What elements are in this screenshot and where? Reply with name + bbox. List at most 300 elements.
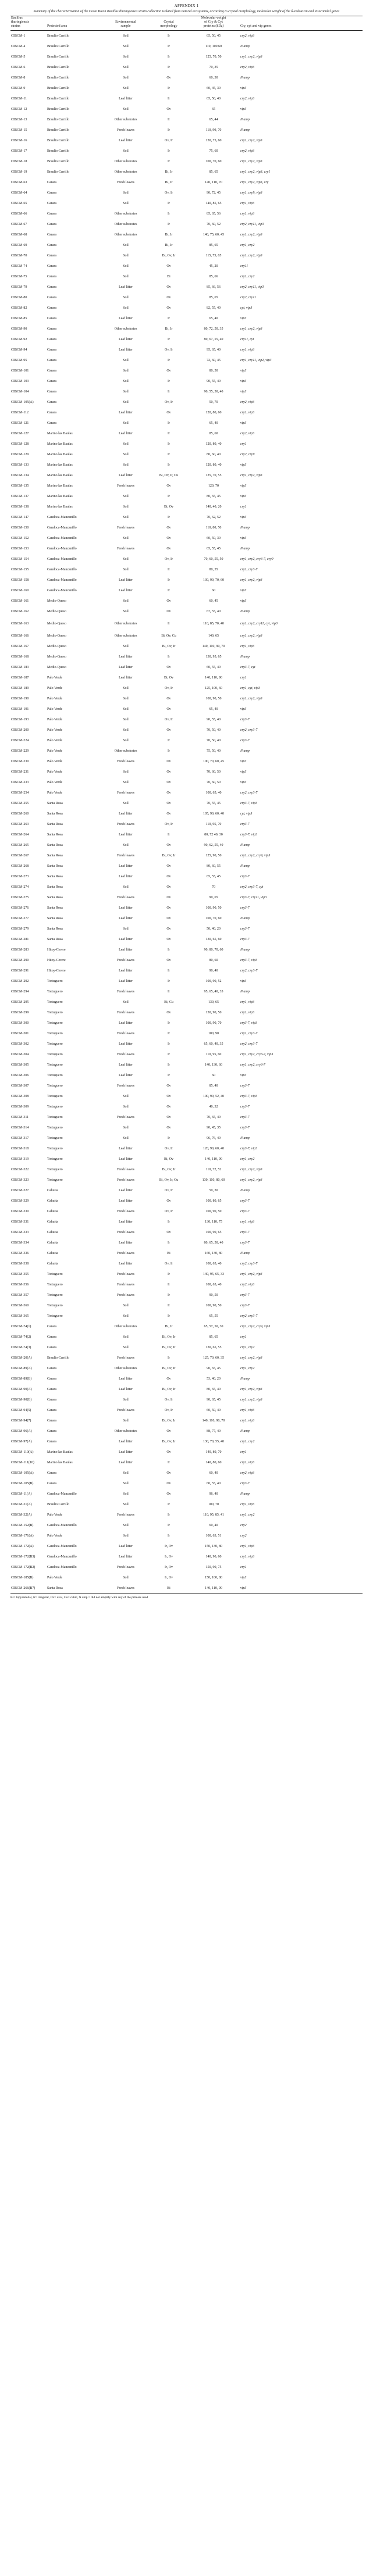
strain-cell: CIBCM-94(7) [11, 1419, 31, 1423]
protected-area-cell: Palo Verde [47, 1513, 63, 1517]
strain-cell: CIBCM-291 [11, 969, 29, 973]
strain-cell: CIBCM-110(A) [11, 1450, 34, 1454]
genes-cell: N amp [240, 1136, 250, 1140]
strain-cell: CIBCM-79 [11, 285, 27, 289]
strain-cell: CIBCM-17 [11, 149, 27, 153]
strain-cell: CIBCM-323 [11, 1178, 29, 1182]
genes-cell: cry2, cry3-7 [240, 1262, 258, 1266]
genes-cell: N amp [240, 843, 250, 847]
protected-area-cell: Medio-Queso [47, 621, 66, 626]
strain-cell: CIBCM-183 [11, 665, 29, 669]
molecular-weight-cell: 65, 55, 45 [207, 546, 221, 551]
protected-area-cell: Carara [47, 1481, 56, 1485]
protected-area-cell: Santa Rosa [47, 895, 63, 899]
strain-cell: CIBCM-295 [11, 1000, 29, 1004]
strain-cell: CIBCM-85 [11, 316, 27, 320]
crystal-morphology-cell: Ov [166, 770, 171, 774]
crystal-morphology-cell: Ir [168, 463, 170, 467]
table-row [10, 704, 363, 714]
strain-cell: CIBCM-138 [11, 505, 29, 509]
molecular-weight-cell: 60 [212, 588, 215, 592]
crystal-morphology-cell: Ov [166, 728, 171, 732]
strain-cell: CIBCM-185(B) [11, 1575, 34, 1580]
genes-cell: cry1, vip3 [240, 1419, 254, 1423]
table-row [10, 673, 363, 683]
environmental-sample-cell: Fresh leaves [117, 1167, 134, 1171]
protected-area-cell: Gandoca-Manzanillo [47, 567, 77, 571]
protected-area-cell: Palo Verde [47, 707, 63, 711]
crystal-morphology-cell: Ov [166, 306, 171, 310]
table-row [10, 1049, 363, 1060]
table-row [10, 735, 363, 746]
genes-cell: vip3 [240, 588, 247, 592]
strain-cell: CIBCM-329 [11, 1199, 29, 1203]
genes-cell: cry1, vip3 [240, 1544, 254, 1548]
molecular-weight-cell: 100, 90, 50 [205, 906, 222, 910]
environmental-sample-cell: Other substrates [114, 159, 137, 163]
environmental-sample-cell: Fresh leaves [117, 1272, 134, 1276]
strain-cell: CIBCM-276 [11, 906, 29, 910]
environmental-sample-cell: Leaf litter [119, 1439, 133, 1444]
molecular-weight-cell: 130, 70, 55, 40 [203, 1439, 224, 1444]
strain-cell: CIBCM-229 [11, 749, 29, 753]
environmental-sample-cell: Soil [123, 463, 129, 467]
table-row [10, 439, 363, 449]
protected-area-cell: Carara [47, 421, 56, 425]
crystal-morphology-cell: Ir [168, 979, 170, 983]
table-row [10, 1342, 363, 1353]
table-row [10, 882, 363, 892]
genes-cell: cry1, cry2, vip3 [240, 1178, 262, 1182]
protected-area-cell: Braulio Carrillo [47, 107, 70, 111]
table-row [10, 1112, 363, 1123]
genes-cell: cry3-7 [240, 822, 250, 826]
molecular-weight-cell: 140, 130, 60 [205, 1063, 222, 1067]
crystal-morphology-cell: Ir [168, 621, 170, 626]
strain-cell: CIBCM-105(A) [11, 1471, 34, 1475]
protected-area-cell: Tortuguero [47, 1000, 63, 1004]
table-row [10, 261, 363, 271]
strain-cell: CIBCM-224 [11, 738, 29, 742]
strain-cell: CIBCM-355 [11, 1272, 29, 1276]
genes-cell: cry1, cry2, vip3 [240, 1398, 262, 1402]
table-row [10, 1290, 363, 1300]
table-row [10, 714, 363, 725]
molecular-weight-cell: 70 [212, 885, 215, 889]
table-row [10, 903, 363, 913]
genes-cell: cry1, vip3 [240, 1220, 254, 1224]
strain-cell: CIBCM-152(B) [11, 1523, 34, 1527]
table-row [10, 240, 363, 251]
crystal-morphology-cell: Ir [168, 316, 170, 320]
environmental-sample-cell: Leaf litter [119, 1199, 133, 1203]
protected-area-cell: Santa Rosa [47, 812, 63, 816]
crystal-morphology-cell: Ir [168, 833, 170, 837]
environmental-sample-cell: Fresh leaves [117, 1565, 134, 1569]
molecular-weight-cell: 50, 70 [209, 400, 218, 404]
environmental-sample-cell: Soil [123, 1481, 129, 1485]
strain-cell: CIBCM-68 [11, 233, 27, 237]
genes-cell: cry3-7, vip3 [240, 833, 257, 837]
environmental-sample-cell: Leaf litter [119, 97, 133, 101]
crystal-morphology-cell: Bi, Ov, Ir, Cu [159, 1178, 179, 1182]
protected-area-cell: Hitoy-Cerere [47, 969, 66, 973]
molecular-weight-cell: 100, 70 [208, 1502, 219, 1506]
crystal-morphology-cell: Ov [166, 264, 171, 268]
col-header-line: sample [120, 24, 131, 28]
protected-area-cell: Braulio Carrillo [47, 86, 70, 90]
environmental-sample-cell: Soil [123, 567, 129, 571]
crystal-morphology-cell: Bi [167, 274, 170, 278]
crystal-morphology-cell: Ov [166, 1230, 171, 1234]
crystal-morphology-cell: Ov [166, 812, 171, 816]
environmental-sample-cell: Soil [123, 1314, 129, 1318]
protected-area-cell: Cahuita [47, 1251, 58, 1255]
genes-cell: cry1, cry2 [240, 1513, 255, 1517]
strain-cell: CIBCM-290 [11, 958, 29, 962]
molecular-weight-cell: 80, 67, 55, 40 [204, 337, 223, 341]
crystal-morphology-cell: Ov [166, 599, 171, 603]
strain-cell: CIBCM-160 [11, 588, 29, 592]
molecular-weight-cell: 120, 80, 40 [205, 463, 222, 467]
genes-cell: N amp [240, 526, 250, 530]
strain-cell: CIBCM-233 [11, 780, 29, 784]
table-row [10, 366, 363, 376]
molecular-weight-cell: 70, 60, 50 [207, 780, 221, 784]
table-row [10, 596, 363, 606]
strain-cell: CIBCM-155 [11, 567, 29, 571]
crystal-morphology-cell: Bi, Ir [165, 243, 173, 247]
strain-cell: CIBCM-65 [11, 201, 27, 205]
molecular-weight-cell: 65, 40 [209, 316, 218, 320]
table-row [10, 251, 363, 261]
environmental-sample-cell: Soil [123, 1136, 129, 1140]
protected-area-cell: Tortuguero [47, 1293, 63, 1297]
table-footnote: Bi= bipyramidal, Ir= irregular, Ov= oval, Cu= cubic, N amp = did not amplify with any of the primers used [10, 1596, 148, 1599]
col-header-line: Bacillus [11, 16, 23, 20]
environmental-sample-cell: Soil [123, 452, 129, 456]
crystal-morphology-cell: Ir [168, 97, 170, 101]
genes-cell: cry2, vip3 [240, 97, 254, 101]
protected-area-cell: Tortuguero [47, 1094, 63, 1098]
environmental-sample-cell: Fresh leaves [117, 484, 134, 488]
crystal-morphology-cell: Bi, Ir [165, 1324, 173, 1328]
molecular-weight-cell: 60, 50, 40 [207, 1408, 221, 1412]
genes-cell: cry3-7, vip3 [240, 1146, 257, 1151]
environmental-sample-cell: Leaf litter [119, 337, 133, 341]
table-row [10, 1541, 363, 1552]
strain-cell: CIBCM-311 [11, 1115, 29, 1119]
crystal-morphology-cell: Ir [168, 948, 170, 952]
genes-cell: cry1, cry2, vip3 [240, 1272, 262, 1276]
crystal-morphology-cell: Ir, Ov [164, 1565, 173, 1569]
strain-cell: CIBCM-365 [11, 1314, 29, 1318]
genes-cell: N amp [240, 1251, 250, 1255]
crystal-morphology-cell: Ir [168, 390, 170, 394]
table-row [10, 1510, 363, 1520]
protected-area-cell: Tortuguero [47, 979, 63, 983]
molecular-weight-cell: 60, 50, 30 [207, 536, 221, 540]
genes-text: cry1, cry2, cry11, cyt, vip3 [240, 621, 278, 626]
environmental-sample-cell: Soil [123, 843, 129, 847]
genes-cell: cry1, cry2, vip3 [240, 55, 262, 59]
crystal-morphology-cell: Ov [166, 369, 171, 373]
molecular-weight-cell: 120, 70 [208, 484, 219, 488]
col-header-environmental-sample [101, 16, 150, 31]
protected-area-cell: Braulio Carrillo [47, 159, 70, 163]
environmental-sample-cell: Other substrates [114, 1429, 137, 1433]
strain-cell: CIBCM-70 [11, 253, 27, 258]
strain-table [10, 16, 363, 1594]
environmental-sample-cell: Soil [123, 253, 129, 258]
table-row [10, 1426, 363, 1437]
crystal-morphology-cell: Ov [166, 906, 171, 910]
protected-area-cell: Carara [47, 295, 56, 299]
environmental-sample-cell: Soil [123, 1419, 129, 1423]
col-header-line: Cry, cyt and vip genes [240, 24, 272, 28]
molecular-weight-cell: 96, 76, 40 [207, 1136, 221, 1140]
genes-cell: cry2 [240, 1534, 247, 1538]
protected-area-cell: Palo Verde [47, 686, 63, 690]
molecular-weight-cell: 53, 40, 20 [207, 1377, 221, 1381]
genes-cell: cry1, cry2, cry3-7 [240, 1063, 265, 1067]
molecular-weight-cell: 80, 65, 50, 40 [204, 1241, 223, 1245]
genes-cell: cry2, cry11 [240, 295, 256, 299]
strain-cell: CIBCM-158 [11, 578, 29, 582]
environmental-sample-cell: Soil [123, 201, 129, 205]
table-row [10, 104, 363, 115]
crystal-morphology-cell: Ir [168, 1460, 170, 1464]
genes-cell: cry1 [240, 505, 247, 509]
table-row [10, 694, 363, 704]
table-row [10, 1437, 363, 1447]
genes-cell: cry3-7 [240, 717, 250, 721]
protected-area-cell: Gandoca-Manzanillo [47, 1544, 77, 1548]
environmental-sample-cell: Soil [123, 379, 129, 383]
strain-cell: CIBCM-128 [11, 442, 29, 446]
protected-area-cell: Santa Rosa [47, 906, 63, 910]
genes-cell: N amp [240, 948, 250, 952]
protected-area-cell: Medio-Queso [47, 599, 66, 603]
table-row [10, 544, 363, 554]
col-header-line: Protected area [47, 24, 68, 28]
strain-cell: CIBCM-21(A) [11, 1502, 32, 1506]
appendix-title: APPENDIX 1 [174, 3, 199, 8]
molecular-weight-cell: 90, 55, 40 [207, 717, 221, 721]
environmental-sample-cell: Soil [123, 107, 129, 111]
molecular-weight-cell: 70, 55, 45 [207, 801, 221, 805]
table-row [10, 1144, 363, 1154]
protected-area-cell: Palo Verde [47, 791, 63, 795]
molecular-weight-cell: 70, 65, 40 [207, 1115, 221, 1119]
protected-area-cell: Braulio Carrillo [47, 55, 70, 59]
protected-area-cell: Tortuguero [47, 1126, 63, 1130]
genes-cell: cry2, vip3 [240, 400, 254, 404]
molecular-weight-cell: 85, 66, 56 [207, 285, 221, 289]
crystal-morphology-cell: Ov [166, 874, 171, 878]
protected-area-cell: Gandoca-Manzanillo [47, 546, 77, 551]
protected-area-cell: Palo Verde [47, 1534, 63, 1538]
molecular-weight-cell: 70, 60, 50 [207, 770, 221, 774]
molecular-weight-cell: 90, 65 [209, 895, 218, 899]
molecular-weight-cell: 67, 55, 40 [207, 609, 221, 613]
genes-cell: vip3 [240, 484, 247, 488]
crystal-morphology-cell: Ov [166, 1115, 171, 1119]
molecular-weight-cell: 85, 40 [209, 1084, 218, 1088]
table-row [10, 135, 363, 146]
genes-cell: N amp [240, 1429, 250, 1433]
crystal-morphology-cell: Bi, Ir [165, 170, 173, 174]
table-row [10, 585, 363, 596]
crystal-morphology-cell: Ir [168, 337, 170, 341]
protected-area-cell: Carara [47, 285, 56, 289]
genes-cell: cry1, cry2, vip3 [240, 327, 262, 331]
strain-cell: CIBCM-162 [11, 609, 29, 613]
molecular-weight-cell: 100, 90 [208, 1031, 219, 1035]
header-row [10, 16, 363, 31]
environmental-sample-cell: Soil [123, 86, 129, 90]
crystal-morphology-cell: Ir [168, 149, 170, 153]
strain-cell: CIBCM-154 [11, 557, 29, 561]
protected-area-cell: Tortuguero [47, 1314, 63, 1318]
environmental-sample-cell: Fresh leaves [117, 989, 134, 994]
environmental-sample-cell: Leaf litter [119, 1021, 133, 1025]
genes-cell: cry1, vip3 [240, 1010, 254, 1014]
table-row [10, 115, 363, 125]
strain-cell: CIBCM-1 [11, 34, 26, 38]
genes-cell: cry2, cry3-7 [240, 728, 258, 732]
genes-cell: cry1, cry2, vip3 [240, 159, 262, 163]
protected-area-cell: Marino las Baulas [47, 463, 73, 467]
molecular-weight-cell: 65, 40 [209, 707, 218, 711]
strain-cell: CIBCM-167 [11, 644, 29, 648]
strain-cell: CIBCM-189 [11, 686, 29, 690]
table-row [10, 1531, 363, 1541]
molecular-weight-cell: 110, 85, 70, 40 [203, 621, 224, 626]
genes-cell: vip3 [240, 979, 247, 983]
environmental-sample-cell: Leaf litter [119, 1555, 133, 1559]
crystal-morphology-cell: Ov [166, 1126, 171, 1130]
protected-area-cell: Gandoca-Manzanillo [47, 557, 77, 561]
environmental-sample-cell: Soil [123, 44, 129, 48]
table-caption: Summary of the characterization of the Costa Rican Bacillus thuringiensis strain collection isolated from natural ecosystems, according to crystal morphology, molecular weight of the δ-endotoxin and insecticidal genes [33, 10, 340, 13]
table-row [10, 1259, 363, 1269]
genes-cell: cry1, cry3-7 [240, 1031, 258, 1035]
table-header [10, 16, 363, 31]
table-row [10, 1384, 363, 1395]
environmental-sample-cell: Leaf litter [119, 348, 133, 352]
strain-cell: CIBCM-305 [11, 1063, 29, 1067]
environmental-sample-cell: Soil [123, 515, 129, 519]
crystal-morphology-cell: Ov [166, 916, 171, 920]
strain-cell: CIBCM-111(10) [11, 1460, 34, 1464]
protected-area-cell: Palo Verde [47, 749, 63, 753]
genes-cell: N amp [240, 655, 250, 659]
table-row [10, 871, 363, 882]
environmental-sample-cell: Soil [123, 400, 129, 404]
crystal-morphology-cell: Bi, Ov, Ir [162, 1345, 176, 1349]
molecular-weight-cell: 105, 90, 60, 40 [203, 812, 224, 816]
genes-cell: cry1, cry2, cry3-7, vip3 [240, 1052, 273, 1056]
genes-cell: cry2, vip3 [240, 34, 254, 38]
crystal-morphology-cell: Ir [168, 1272, 170, 1276]
strain-cell: CIBCM-338 [11, 1262, 29, 1266]
genes-cell: cry2, cry3-7, cyt [240, 885, 264, 889]
strain-cell: CIBCM-333 [11, 1230, 29, 1234]
molecular-weight-cell: 140, 110, 90 [205, 676, 222, 680]
environmental-sample-cell: Soil [123, 442, 129, 446]
table-row [10, 418, 363, 428]
crystal-morphology-cell: Ir [168, 1063, 170, 1067]
molecular-weight-cell: 125, 90, 50 [205, 853, 222, 858]
table-row [10, 156, 363, 167]
crystal-morphology-cell: Ir [168, 34, 170, 38]
table-row [10, 756, 363, 767]
molecular-weight-cell: 100, 90, 52 [205, 979, 222, 983]
molecular-weight-cell: 100, 90, 52, 40 [203, 1094, 224, 1098]
strain-cell: CIBCM-90 [11, 327, 27, 331]
genes-cell: cry2, cry3-7 [240, 1042, 258, 1046]
crystal-morphology-cell: Ov, Ir [165, 348, 173, 352]
table-row [10, 1405, 363, 1416]
crystal-morphology-cell: Ir [168, 128, 170, 132]
environmental-sample-cell: Soil [123, 609, 129, 613]
crystal-morphology-cell: Bi, Ov [164, 505, 173, 509]
protected-area-cell: Cahuita [47, 1262, 58, 1266]
table-row [10, 1164, 363, 1175]
strain-cell: CIBCM-277 [11, 916, 29, 920]
strain-cell: CIBCM-74 [11, 264, 27, 268]
table-row [10, 282, 363, 292]
genes-cell: cry1, vip3 [240, 1460, 254, 1464]
environmental-sample-cell: Soil [123, 149, 129, 153]
table-row [10, 1321, 363, 1332]
table-body [10, 31, 363, 1594]
crystal-morphology-cell: Ov [166, 937, 171, 941]
environmental-sample-cell: Soil [123, 728, 129, 732]
table-row [10, 397, 363, 408]
table-row [10, 913, 363, 924]
protected-area-cell: Tortuguero [47, 1010, 63, 1014]
crystal-morphology-cell: Ir, Ov [164, 1555, 173, 1559]
table-row [10, 313, 363, 324]
crystal-morphology-cell: Ov [166, 1094, 171, 1098]
crystal-morphology-cell: Ov [166, 295, 171, 299]
genes-cell: cry1, cry2, cry3-7, cry9 [240, 557, 273, 561]
protected-area-cell: Braulio Carrillo [47, 117, 70, 122]
environmental-sample-cell: Other substrates [114, 170, 137, 174]
environmental-sample-cell: Other substrates [114, 222, 137, 226]
molecular-weight-cell: 96, 40 [209, 1492, 218, 1496]
protected-area-cell: Palo Verde [47, 1575, 63, 1580]
strain-cell: CIBCM-190 [11, 696, 29, 701]
molecular-weight-cell: 80, 50 [209, 369, 218, 373]
environmental-sample-cell: Soil [123, 421, 129, 425]
crystal-morphology-cell: Ir [168, 1220, 170, 1224]
environmental-sample-cell: Fresh leaves [117, 853, 134, 858]
crystal-morphology-cell: Ir [168, 1241, 170, 1245]
crystal-morphology-cell: Ov [166, 76, 171, 80]
protected-area-cell: Palo Verde [47, 738, 63, 742]
molecular-weight-cell: 140, 110, 90 [187, 1583, 240, 1594]
strain-cell: CIBCM-4 [11, 44, 26, 48]
genes-cell: cry3-7, vip3 [240, 1094, 257, 1098]
molecular-weight-cell: 110, 80, 50 [205, 526, 222, 530]
environmental-sample-cell: Leaf litter [119, 948, 133, 952]
strain-cell: CIBCM-94(5) [11, 1408, 31, 1412]
genes-cell: cry1, cry2, cry9, vip3 [240, 1324, 271, 1328]
molecular-weight-cell: 140, 110, 70 [205, 180, 222, 184]
